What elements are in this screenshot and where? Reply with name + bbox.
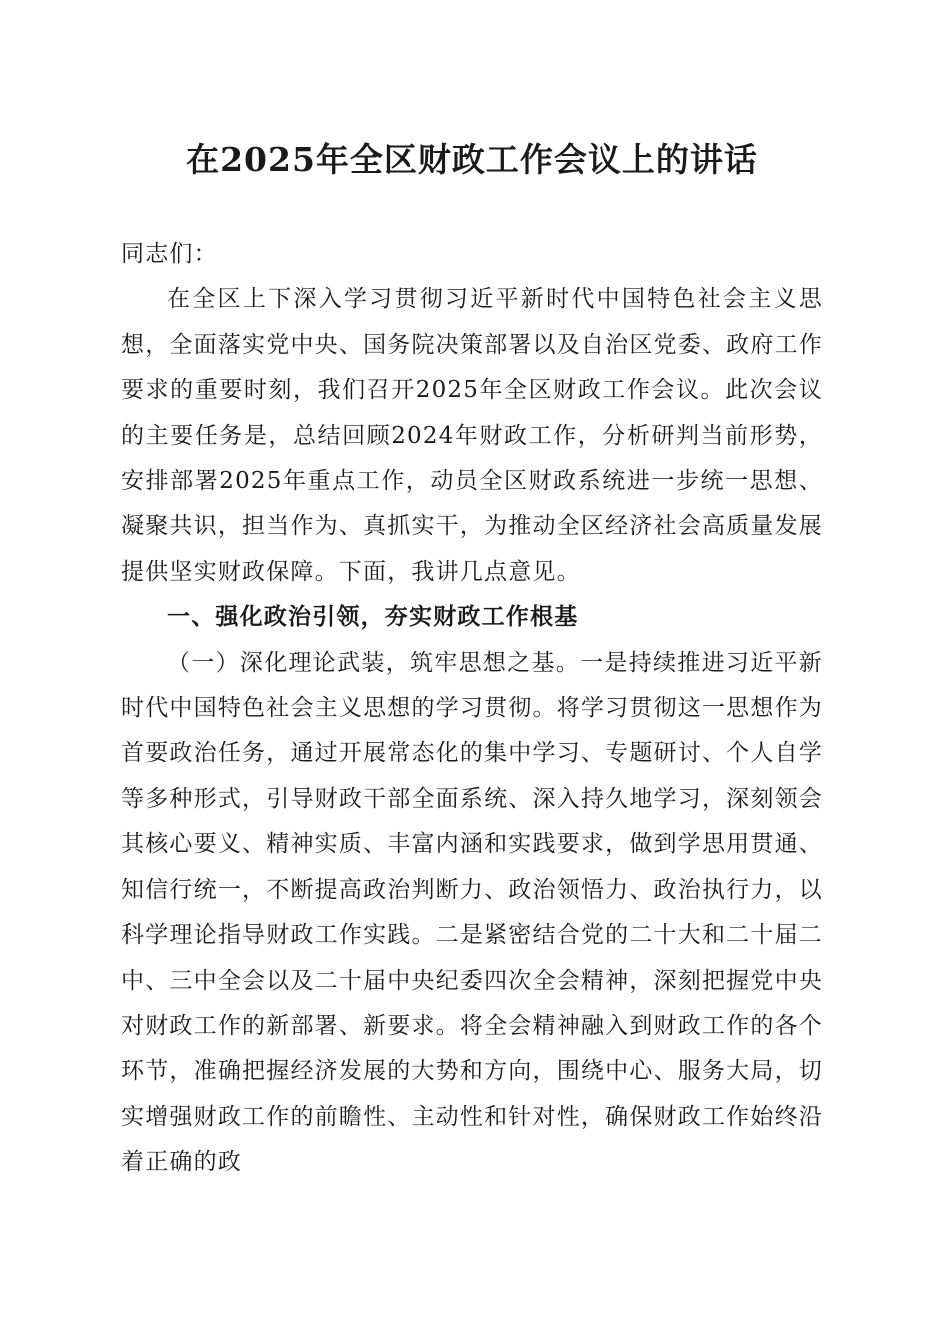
salutation: 同志们： [121, 241, 218, 267]
document-body [121, 232, 823, 1186]
section-heading-1: 一、强化政治引领，夯实财政工作根基 [167, 604, 579, 631]
subsection-heading-1: （一）深化理论武装，筑牢思想之基。 [167, 649, 581, 676]
intro-paragraph: 在全区上下深入学习贯彻习近平新时代中国特色社会主义思想，全面落实党中央、国务院决策部署以及自治区党委、政府工作要求的重要时刻，我们召开2025年全区财政工作会议。此次会议的主要任务是，总结回顾2024年财政工作，分析研判当前形势，安排部署2025年重点工作，动员全区财政系统进一步统一思想、凝聚共识，担当作为、真抓实干，为推动全区经济社会高质量发展提供坚实财政保障。下面，我讲几点意见。 [121, 286, 823, 585]
subsection-paragraph-1 [121, 641, 823, 1186]
document-title: 在2025年全区财政工作会议上的讲话 [186, 140, 758, 179]
subsection-text-1: 一是持续推进习近平新时代中国特色社会主义思想的学习贯彻。将学习贯彻这一思想作为首要政治任务，通过开展常态化的集中学习、专题研讨、个人自学等多种形式，引导财政干部全面系统、深入持久地学习，深刻领会其核心要义、精神实质、丰富内涵和实践要求，做到学思用贯通、知信行统一，不断提高政治判断力、政治领悟力、政治执行力，以科学理论指导财政工作实践。二是紧密结合党的二十大和二十届二中、三中全会以及二十届中央纪委四次全会精神，深刻把握党中央对财政工作的新部署、新要求。将全会精神融入到财政工作的各个环节，准确把握经济发展的大势和方向，围绕中心、服务大局，切实增强财政工作的前瞻性、主动性和针对性，确保财政工作始终沿着正确的政 [121, 649, 824, 1176]
